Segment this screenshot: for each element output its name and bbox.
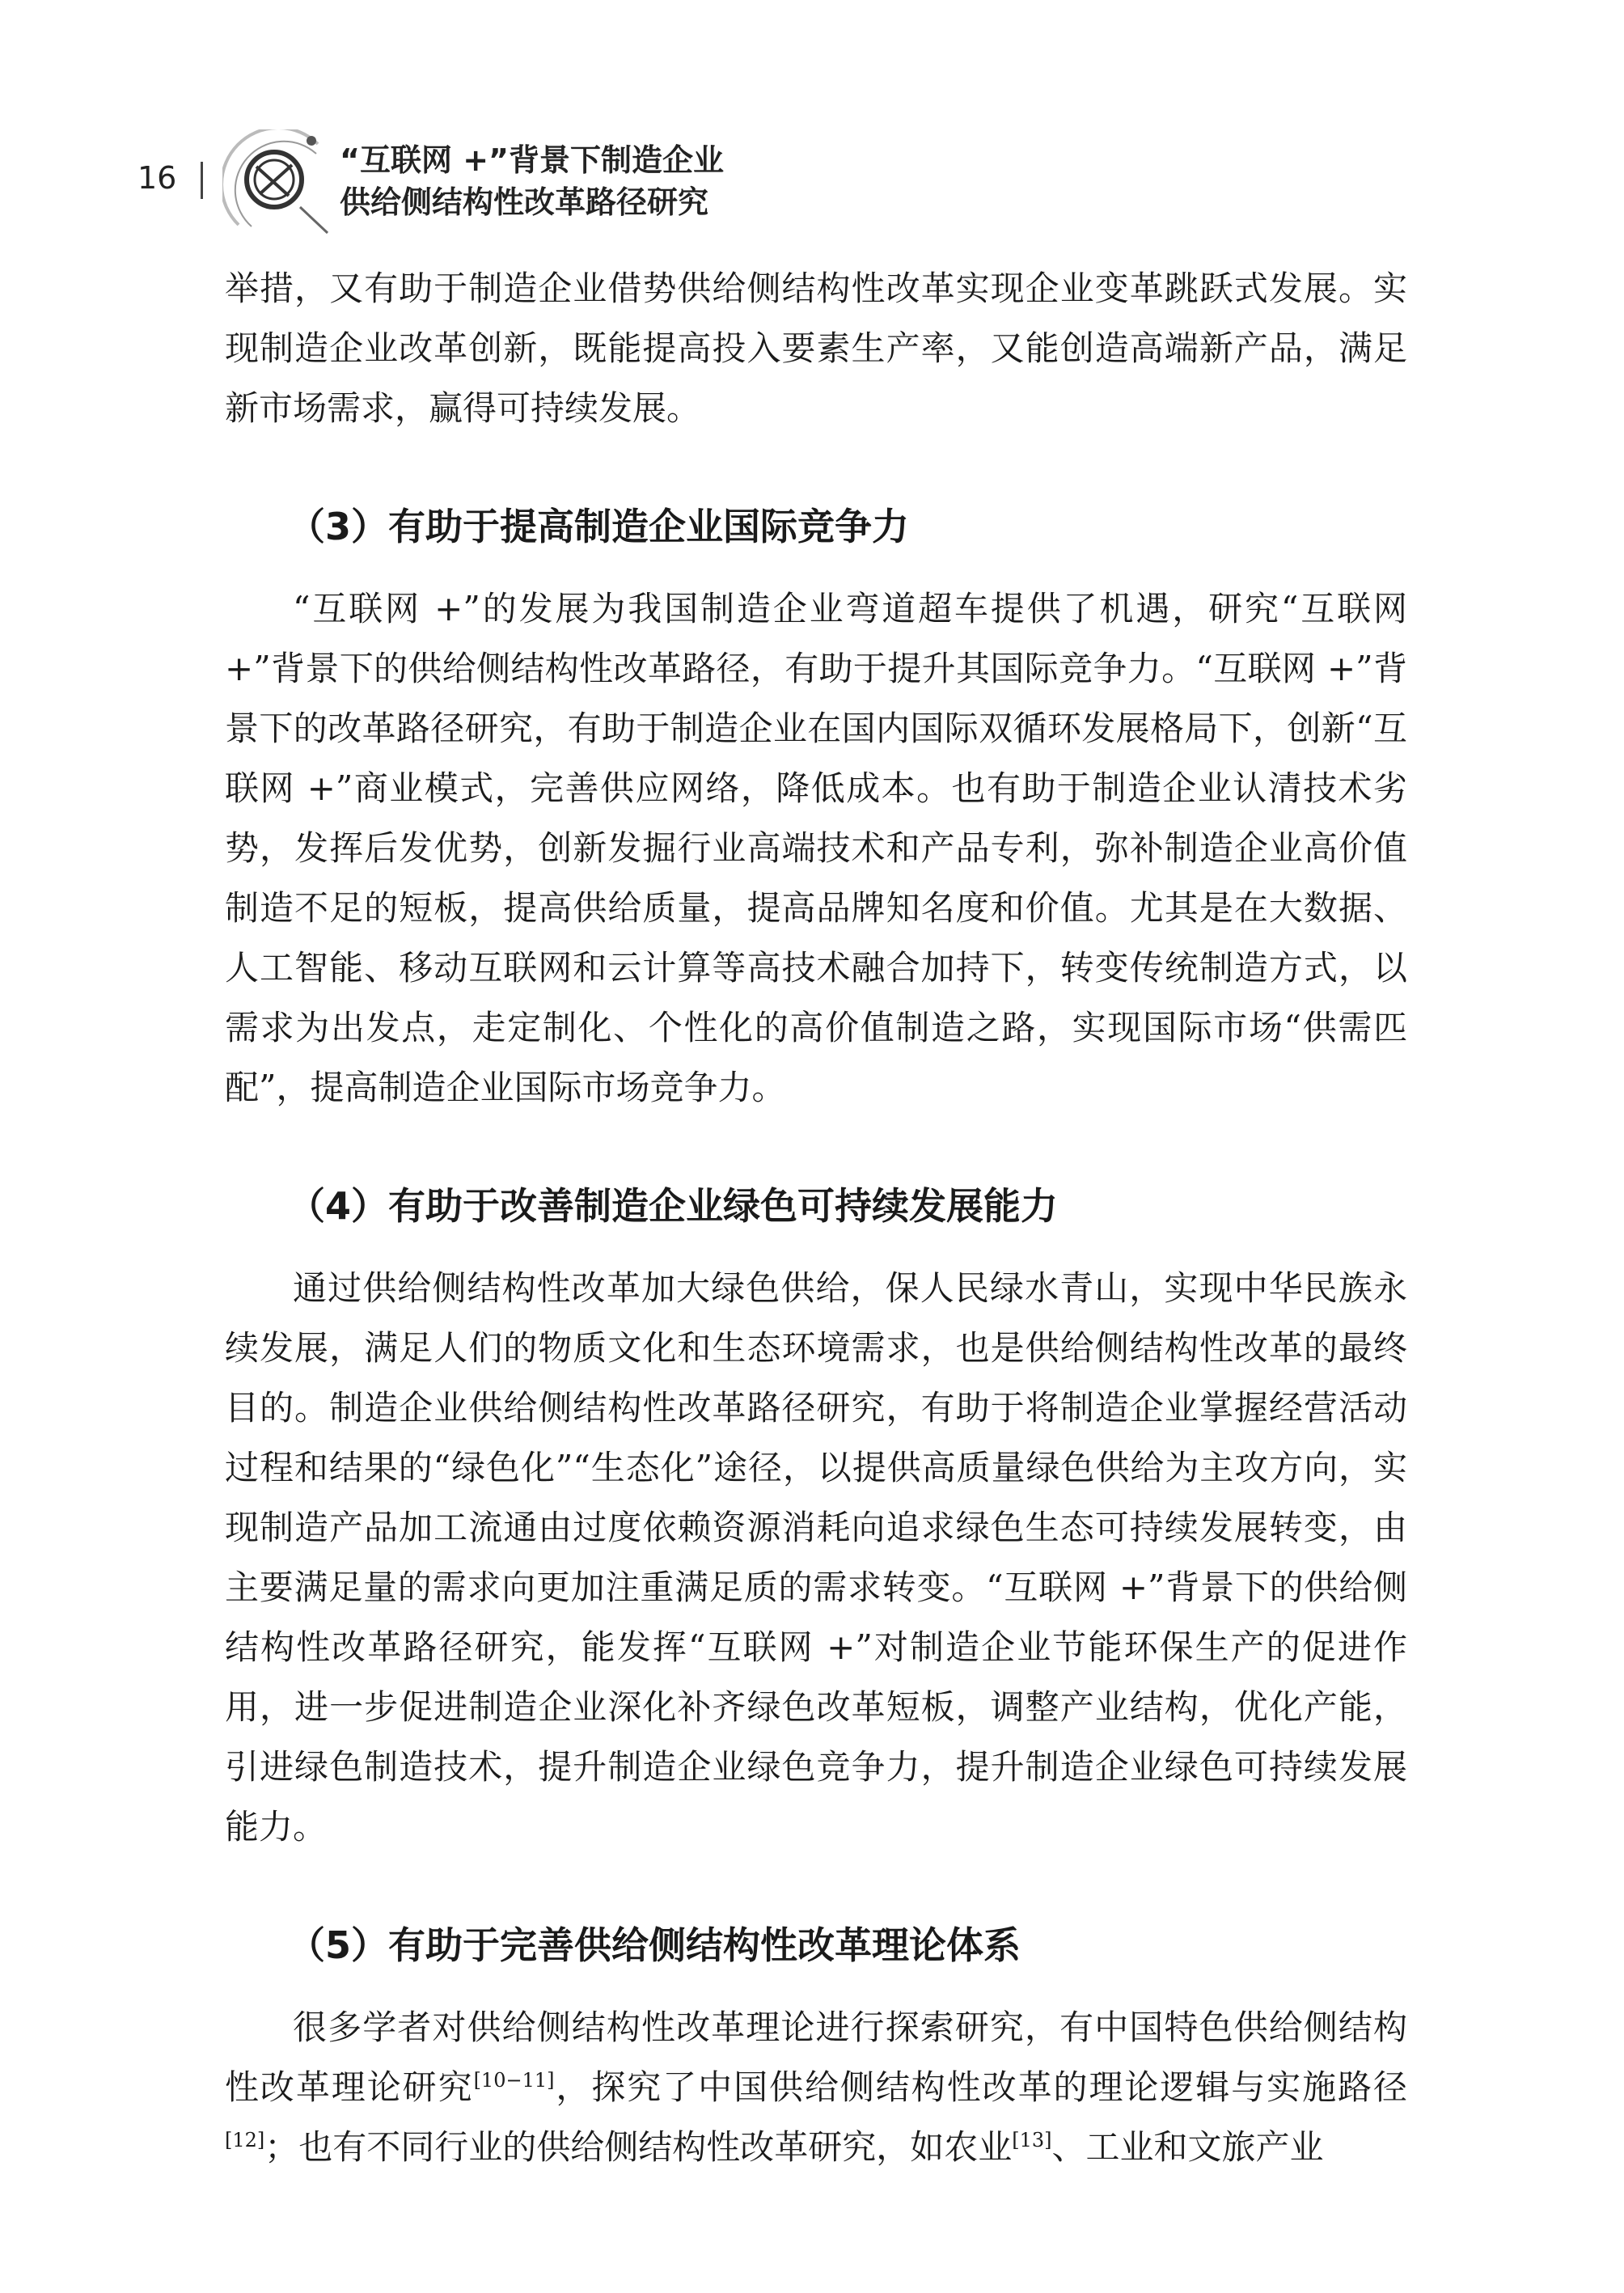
citation-ref: [10−11]	[473, 2069, 555, 2092]
paragraph-section-4: 通过供给侧结构性改革加大绿色供给，保人民绿水青山，实现中华民族永续发展，满足人们的物质文化和生态环境需求，也是供给侧结构性改革的最终目的。制造企业供给侧结构性改革路径研究，有助于将制造企业掌握经营活动过程和结果的“绿色化”“生态化”途径，以提供高质量绿色供给为主攻方向，实现制造产品加工流通由过度依赖资源消耗向追求绿色生态可持续发展转变，由主要满足量的需求向更加注重满足质的需求转变。“互联网 +”背景下的供给侧结构性改革路径研究，能发挥“互联网 +”对制造企业节能环保生产的促进作用，进一步促进制造企业深化补齐绿色改革短板，调整产业结构，优化产能，引进绿色制造技术，提升制造企业绿色竞争力，提升制造企业绿色可持续发展能力。	[225, 1268, 1407, 1847]
paragraph-section-5	[225, 1998, 1407, 2177]
paragraph-text: 很多学者对供给侧结构性改革理论进行探索研究，有中国特色供给侧结构性改革理论研究	[225, 2007, 1407, 2107]
paragraph-continued: 举措，又有助于制造企业借势供给侧结构性改革实现企业变革跳跃式发展。实现制造企业改革创新，既能提高投入要素生产率，又能创造高端新产品，满足新市场需求，赢得可持续发展。	[225, 269, 1407, 428]
book-title-line-1: “互联网 +”背景下制造企业	[340, 142, 725, 178]
paragraph-text: ，探究了中国供给侧结构性改革的理论逻辑与实施路径	[554, 2067, 1407, 2107]
book-title-line-2: 供给侧结构性改革路径研究	[340, 184, 709, 220]
citation-ref: [12]	[225, 2129, 265, 2151]
citation-ref: [13]	[1012, 2129, 1052, 2151]
section-heading-4: （4）有助于改善制造企业绿色可持续发展能力	[288, 1184, 1059, 1228]
running-header	[137, 129, 785, 243]
book-title	[340, 139, 724, 223]
section-heading-5: （5）有助于完善供给侧结构性改革理论体系	[288, 1923, 1021, 1967]
section-heading-3: （3）有助于提高制造企业国际竞争力	[288, 505, 910, 548]
globe-logo-icon	[222, 129, 336, 235]
header-divider	[201, 162, 203, 199]
page-number: 16	[137, 160, 177, 196]
paragraph-text: 、工业和文旅产业	[1051, 2127, 1324, 2167]
paragraph-text: ；也有不同行业的供给侧结构性改革研究，如农业	[264, 2127, 1013, 2167]
paragraph-section-3: “互联网 +”的发展为我国制造企业弯道超车提供了机遇，研究“互联网 +”背景下的供给侧结构性改革路径，有助于提升其国际竞争力。“互联网 +”背景下的改革路径研究，有助于制造企业在国内国际双循环发展格局下，创新“互联网 +”商业模式，完善供应网络，降低成本。也有助于制造企业认清技术劣势，发挥后发优势，创新发掘行业高端技术和产品专利，弥补制造企业高价值制造不足的短板，提高供给质量，提高品牌知名度和价值。尤其是在大数据、人工智能、移动互联网和云计算等高技术融合加持下，转变传统制造方式，以需求为出发点，走定制化、个性化的高价值制造之路，实现国际市场“供需匹配”，提高制造企业国际市场竞争力。	[225, 589, 1407, 1107]
body-text	[225, 259, 1407, 2177]
